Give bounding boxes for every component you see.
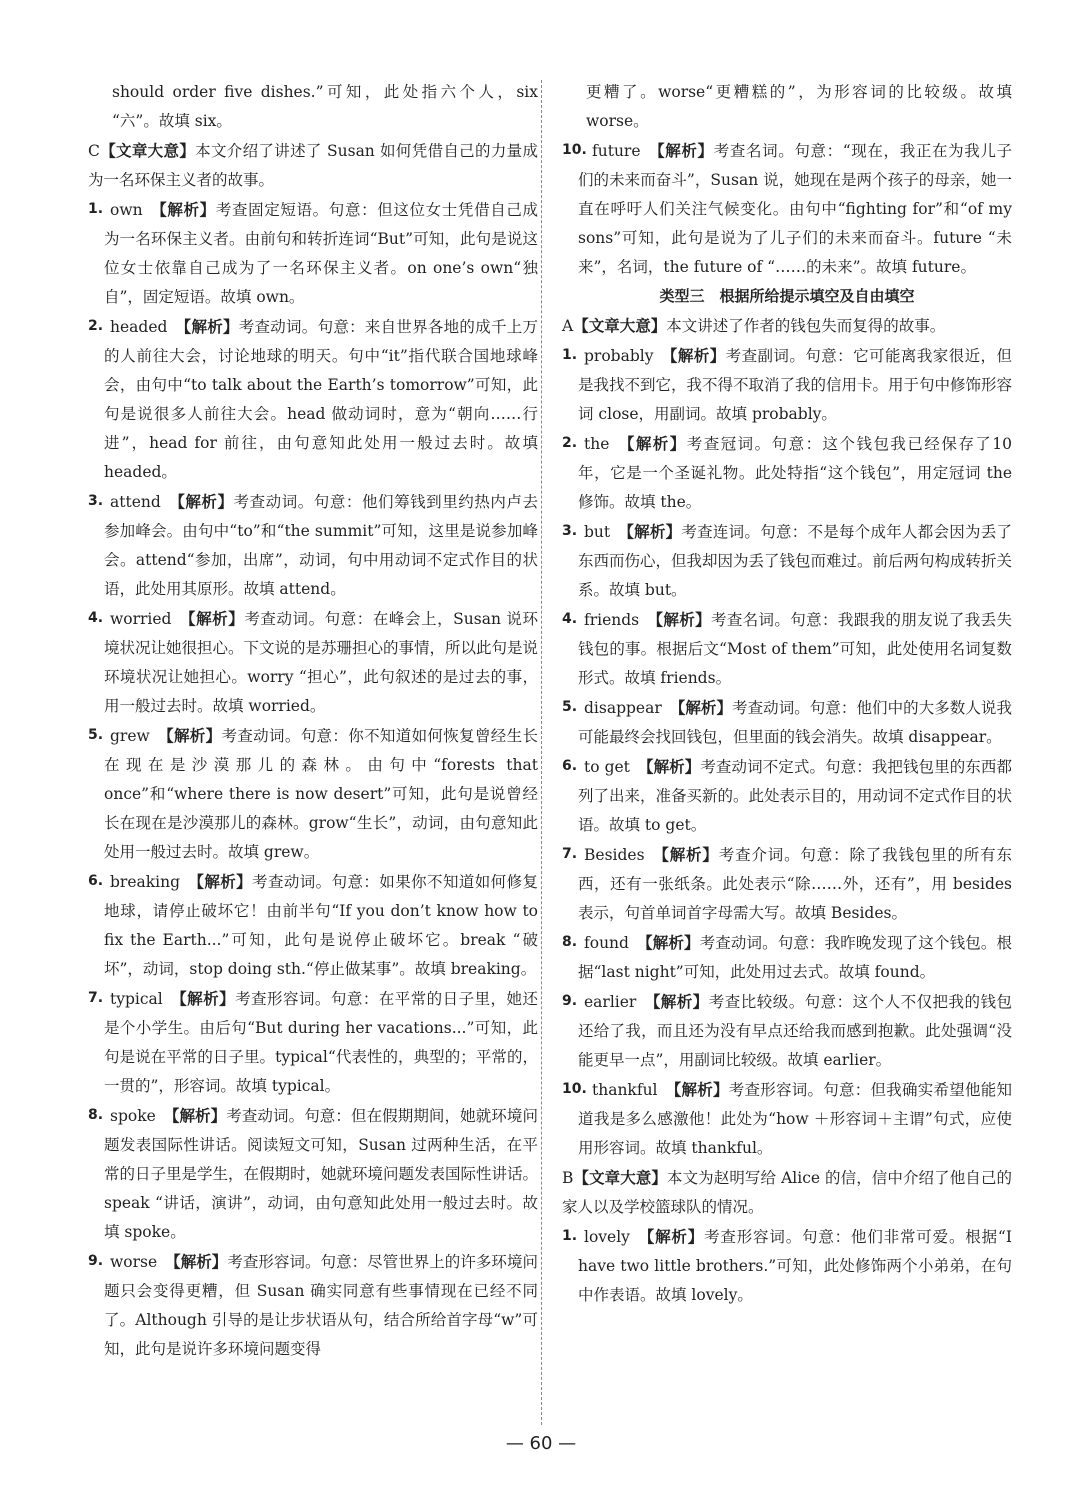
item-tag: 【解析】 xyxy=(661,346,726,365)
summary-text: 本文讲述了作者的钱包失而复得的故事。 xyxy=(666,317,946,335)
item-answer: to get xyxy=(584,758,630,776)
item-answer: friends xyxy=(584,611,640,629)
item-text: 考查名词。句意：“现在，我正在为我儿子们的未来而奋斗”，Susan 说，她现在是两个孩子的母亲，她一直在呼吁人们关注气候变化。由句中“fighting for”和“of my sons”可知，此句是说为了儿子们的未来而奋斗。future “未来”，名词，the future of “……的未来”。故填 future。 xyxy=(578,142,1012,276)
item-tag: 【解析】 xyxy=(636,933,700,952)
answer-item xyxy=(562,341,1012,429)
answer-item xyxy=(562,429,1012,517)
item-answer: own xyxy=(110,201,143,219)
item-tag: 【解析】 xyxy=(165,1252,228,1271)
item-tag: 【解析】 xyxy=(617,434,687,453)
item-number: 9. xyxy=(562,993,578,1009)
item-answer: but xyxy=(584,523,611,541)
answer-item xyxy=(562,840,1012,928)
item-number: 1. xyxy=(88,201,104,217)
answer-item xyxy=(562,1075,1012,1163)
left-column xyxy=(88,78,538,1364)
item-text: 考查动词不定式。句意：我把钱包里的东西都列了出来，准备买新的。此处表示目的，用动词不定式作目的状语。故填 to get。 xyxy=(578,758,1013,834)
summary-prefix: A xyxy=(562,317,574,335)
item-answer: thankful xyxy=(592,1081,658,1099)
item-tag: 【解析】 xyxy=(175,317,239,336)
right-column xyxy=(562,78,1012,1310)
item-tag: 【解析】 xyxy=(669,698,733,717)
item-text: 考查形容词。句意：他们非常可爱。根据“I have two little brothers.”可知，此处修饰两个小弟弟，在句中作表语。故填 lovely。 xyxy=(578,1228,1012,1304)
item-answer: spoke xyxy=(110,1107,156,1125)
answer-item xyxy=(562,693,1012,752)
item-answer: found xyxy=(584,934,629,952)
answer-item xyxy=(562,517,1012,605)
item-tag: 【解析】 xyxy=(188,872,253,891)
answer-item xyxy=(562,987,1012,1075)
item-number: 8. xyxy=(88,1107,104,1123)
item-number: 7. xyxy=(562,846,578,862)
item-number: 5. xyxy=(88,727,104,743)
column-divider xyxy=(541,80,542,1425)
summary-prefix: B xyxy=(562,1169,574,1187)
item-text: 考查形容词。句意：尽管世界上的许多环境问题只会变得更糟，但 Susan 确实同意有些事情现在已经不同了。Although 引导的是让步状语从句，结合所给首字母“w”可知，此句是说许多环境问题变得 xyxy=(104,1253,538,1358)
answer-item xyxy=(88,312,538,487)
summary-prefix: C xyxy=(88,142,100,160)
continued-text: 更糟了。worse“更糟糕的”，为形容词的比较级。故填 worse。 xyxy=(586,83,1012,130)
item-number: 9. xyxy=(88,1253,104,1269)
item-number: 3. xyxy=(562,523,578,539)
item-number: 10. xyxy=(562,142,587,158)
item-tag: 【解析】 xyxy=(644,992,709,1011)
item-answer: grew xyxy=(110,727,150,745)
item-tag: 【解析】 xyxy=(637,1227,705,1246)
item-number: 2. xyxy=(88,318,104,334)
item-text: 考查动词。句意：他们中的大多数人说我可能最终会找回钱包，但里面的钱会消失。故填 disappear。 xyxy=(578,699,1012,746)
summary-tag: 【文章大意】 xyxy=(573,1168,667,1187)
item-tag: 【解析】 xyxy=(170,989,236,1008)
item-text: 考查副词。句意：它可能离我家很近，但是我找不到它，我不得不取消了我的信用卡。用于句中修饰形容词 close，用副词。故填 probably。 xyxy=(578,347,1013,423)
section-title: 类型三 根据所给提示填空及自由填空 xyxy=(659,287,915,305)
summary-text: 本文为赵明写给 Alice 的信，信中介绍了他自己的家人以及学校篮球队的情况。 xyxy=(562,1169,1012,1216)
summary-tag: 【文章大意】 xyxy=(99,141,196,160)
answer-item xyxy=(88,1101,538,1247)
item-text: 考查比较级。句意：这个人不仅把我的钱包还给了我，而且还为没有早点还给我而感到抱歉。此处强调“没能更早一点”，用副词比较级。故填 earlier。 xyxy=(578,993,1012,1069)
item-text: 考查动词。句意：你不知道如何恢复曾经生长在现在是沙漠那儿的森林。由句中“forests that once”和“where there is now desert”可知，此句是说曾经长在现在是沙漠那儿的森林。grow“生长”，动词，由句意知此处用一般过去时。故填 grew。 xyxy=(104,727,538,861)
item-number: 1. xyxy=(562,347,578,363)
answer-item xyxy=(562,752,1012,840)
item-tag: 【解析】 xyxy=(637,757,701,776)
item-answer: Besides xyxy=(584,846,645,864)
item-number: 5. xyxy=(562,699,578,715)
item-number: 4. xyxy=(88,610,104,626)
item-tag: 【解析】 xyxy=(652,845,719,864)
answer-item xyxy=(88,604,538,721)
item-text: 考查动词。句意：我昨晚发现了这个钱包。根据“last night”可知，此处用过去式。故填 found。 xyxy=(578,934,1012,981)
item-number: 3. xyxy=(88,493,104,509)
item-text: 考查形容词。句意：但我确实希望他能知道我是多么感激他！此处为“how ＋形容词＋主谓”句式，应使用形容词。故填 thankful。 xyxy=(578,1081,1012,1157)
item-answer: future xyxy=(592,142,641,160)
item-text: 考查连词。句意：不是每个成年人都会因为丢了东西而伤心，但我却因为丢了钱包而难过。前后两句构成转折关系。故填 but。 xyxy=(578,523,1013,599)
item-answer: worried xyxy=(110,610,172,628)
item-text: 考查介词。句意：除了我钱包里的所有东西，还有一张纸条。此处表示“除……外，还有”，用 besides 表示，句首单词首字母需大写。故填 Besides。 xyxy=(578,846,1012,922)
answer-item xyxy=(562,928,1012,987)
item-number: 2. xyxy=(562,435,578,451)
item-answer: earlier xyxy=(584,993,637,1011)
answer-item xyxy=(88,984,538,1101)
item-tag: 【解析】 xyxy=(163,1106,227,1125)
item-text: 考查名词。句意：我跟我的朋友说了我丢失钱包的事。根据后文“Most of them”可知，此处使用名词复数形式。故填 friends。 xyxy=(578,611,1012,687)
article-summary-c xyxy=(88,136,538,195)
item-tag: 【解析】 xyxy=(618,522,682,541)
item-text: 考查固定短语。句意：但这位女士凭借自己成为一名环保主义者。由前句和转折连词“But”可知，此句是说这位女士依靠自己成为了一名环保主义者。on one’s own“独自”，固定短语。故填 own。 xyxy=(104,201,538,306)
answer-item xyxy=(88,721,538,867)
answer-item xyxy=(88,195,538,312)
article-summary-b xyxy=(562,1163,1012,1222)
item-text: 考查动词。句意：来自世界各地的成千上万的人前往大会，讨论地球的明天。句中“it”指代联合国地球峰会，由句中“to talk about the Earth’s tomorrow”可知，此句是说很多人前往大会。head 做动词时，意为“朝向……行进”，head for 前往，由句意知此处用一般过去时。故填 headed。 xyxy=(104,318,538,481)
page-number-value: 60 xyxy=(529,1433,553,1454)
item-tag: 【解析】 xyxy=(157,726,222,745)
item-text: 考查形容词。句意：在平常的日子里，她还是个小学生。由后句“But during her vacations...”可知，此句是说在平常的日子里。typical“代表性的，典型的；平常的，一贯的”，形容词。故填 typical。 xyxy=(104,990,538,1095)
item-answer: disappear xyxy=(584,699,662,717)
item-tag: 【解析】 xyxy=(648,141,714,160)
item-answer: attend xyxy=(110,493,161,511)
item-answer: breaking xyxy=(110,873,180,891)
item-number: 7. xyxy=(88,990,104,1006)
item-answer: probably xyxy=(584,347,654,365)
item-answer: worse xyxy=(110,1253,158,1271)
item-text: 考查动词。句意：如果你不知道如何修复地球，请停止破坏它！由前半句“If you don’t know how to fix the Earth...”可知，此句是说停止破坏它。break “破坏”，动词，stop doing sth.“停止做某事”。故填 breaking。 xyxy=(104,873,538,978)
item-number: 1. xyxy=(562,1228,578,1244)
item-text: 考查动词。句意：在峰会上，Susan 说环境状况让她很担心。下文说的是苏珊担心的事情，所以此句是说环境状况让她担心。worry “担心”，此句叙述的是过去的事，用一般过去时。故填 worried。 xyxy=(104,610,539,715)
item-answer: lovely xyxy=(584,1228,630,1246)
item-number: 6. xyxy=(562,758,578,774)
item-number: 8. xyxy=(562,934,578,950)
answer-item xyxy=(88,487,538,604)
item-answer: headed xyxy=(110,318,168,336)
item-text: 考查动词。句意：但在假期期间，她就环境问题发表国际性讲话。阅读短文可知，Susan 过两种生活，在平常的日子里是学生，在假期时，她就环境问题发表国际性讲话。speak “讲话，演讲”，动词，由句意知此处用一般过去时。故填 spoke。 xyxy=(104,1107,539,1241)
answer-item xyxy=(562,136,1012,282)
item-tag: 【解析】 xyxy=(168,492,234,511)
summary-tag: 【文章大意】 xyxy=(573,316,667,335)
item-text: 考查冠词。句意：这个钱包我已经保存了10 年，它是一个圣诞礼物。此处特指“这个钱包”，用定冠词 the 修饰。故填 the。 xyxy=(578,435,1012,511)
item-number: 6. xyxy=(88,873,104,889)
item-tag: 【解析】 xyxy=(665,1080,729,1099)
item-tag: 【解析】 xyxy=(179,609,245,628)
page-number: — 60 — xyxy=(505,1433,577,1454)
continued-text: should order five dishes.”可知，此处指六个人，six “六”。故填 six。 xyxy=(112,83,538,130)
answer-item xyxy=(562,605,1012,693)
item-number: 10. xyxy=(562,1081,587,1097)
item-number: 4. xyxy=(562,611,578,627)
summary-text: 本文介绍了讲述了 Susan 如何凭借自己的力量成为一名环保主义者的故事。 xyxy=(88,142,538,189)
item-answer: the xyxy=(584,435,610,453)
item-tag: 【解析】 xyxy=(150,200,216,219)
item-tag: 【解析】 xyxy=(647,610,711,629)
answer-item xyxy=(88,867,538,984)
answer-item xyxy=(88,1247,538,1364)
article-summary-a xyxy=(562,311,1012,341)
item-text: 考查动词。句意：他们筹钱到里约热内卢去参加峰会。由句中“to”和“the summit”可知，这里是说参加峰会。attend“参加，出席”，动词，句中用动词不定式作目的状语，此处用其原形。故填 attend。 xyxy=(104,493,538,598)
item-answer: typical xyxy=(110,990,163,1008)
answer-item xyxy=(562,1222,1012,1310)
